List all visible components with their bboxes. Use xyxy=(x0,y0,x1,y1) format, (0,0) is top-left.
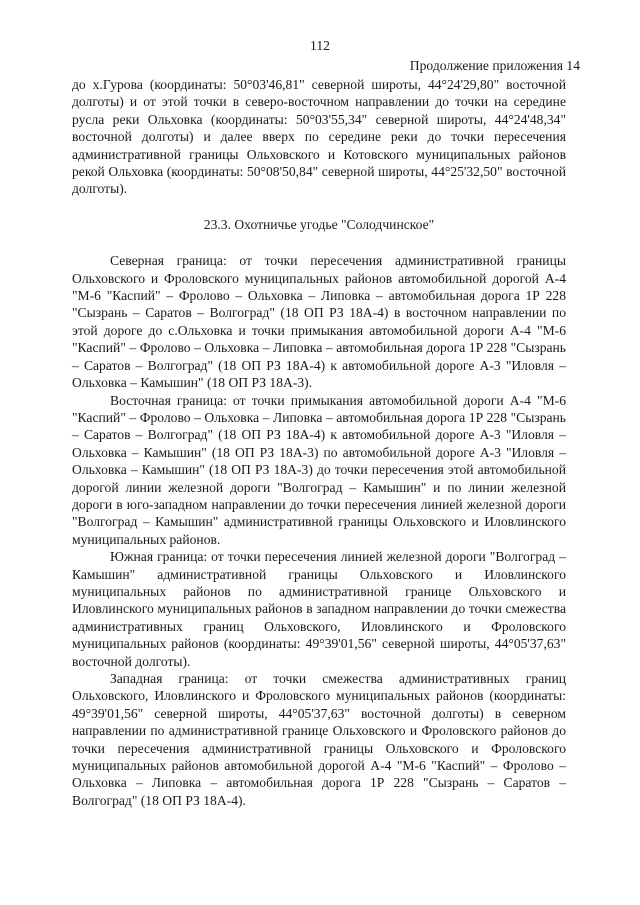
intro-paragraph: до х.Гурова (координаты: 50°03'46,81" северной широты, 44°24'29,80" восточной долготы) и от этой точки в северо-восточном направлении до точки на середине русла реки Ольховка (координаты: 50°03'55,34" северной широты, 44°24'48,34" восточной долготы) и далее вверх по середине реки до точки пересечения административной границы Ольховского и Котовского муниципальных районов рекой Ольховка (координаты: 50°08'50,84" северной широты, 44°25'32,50" восточной долготы). xyxy=(72,77,566,197)
east-border-paragraph: Восточная граница: от точки примыкания автомобильной дороги А-4 "М-6 "Каспий" – Фролово – Ольховка – Липовка – автомобильная дорога 1Р 228 "Сызрань – Саратов – Волгоград" (18 ОП РЗ 18А-4) к автомобильной дороге А-3 "Иловля – Ольховка – Камышин" (18 ОП РЗ 18А-3) по автомобильной дороге А-3 "Иловля – Ольховка – Камышин" (18 ОП РЗ 18А-3) до точки пересечения этой автомобильной дорогой линии железной дороги "Волгоград – Камышин" и по линии железной дороги в юго-западном направлении до точки пересечения линией железной дороги "Волгоград – Камышин" административной границы Ольховского и Иловлинского муниципальных районов. xyxy=(72,392,566,547)
section-heading: 23.3. Охотничье угодье "Солодчинское" xyxy=(203,216,435,232)
document-body xyxy=(72,76,566,809)
south-border-paragraph: Южная граница: от точки пересечения линией железной дороги "Волгоград – Камышин" административной границы Ольховского и Иловлинского муниципальных районов по административной границе Ольховского и Иловлинского муниципальных районов в западном направлении до точки смежества административных границ Ольховского, Иловлинского и Фроловского муниципальных районов (координаты: 49°39'01,56" северной широты, 44°05'37,63" восточной долготы). xyxy=(72,549,566,669)
north-border-paragraph: Северная граница: от точки пересечения административной границы Ольховского и Фроловского муниципальных районов автомобильной дорогой А-4 "М-6 "Каспий" – Фролово – Ольховка – Липовка – автомобильная дорога 1Р 228 "Сызрань – Саратов – Волгоград" (18 ОП РЗ 18А-4) в восточном направлении по этой дороге до с.Ольховка и точки примыкания автомобильной дороги А-4 "М-6 "Каспий" – Фролово – Ольховка – Липовка – автомобильная дорога 1Р 228 "Сызрань – Саратов – Волгоград" (18 ОП РЗ 18А-4) к автомобильной дороге А-3 "Иловля – Ольховка – Камышин" (18 ОП РЗ 18А-3). xyxy=(72,253,566,391)
west-border-paragraph: Западная граница: от точки смежества административных границ Ольховского, Иловлинского и Фроловского муниципальных районов (координаты: 49°39'01,56" северной широты, 44°05'37,63" восточной долготы) в северном направлении по административной границе Ольховского и Фроловского районов до точки пересечения административной границы Ольховского и Фроловского муниципальных районов автомобильной дорогой А-4 "М-6 "Каспий" – Фролово – Ольховка – Липовка – автомобильная дорога 1Р 228 "Сызрань – Саратов – Волгоград" (18 ОП РЗ 18А-4). xyxy=(72,671,566,808)
appendix-continuation-note: Продолжение приложения 14 xyxy=(409,58,580,73)
page-number: 112 xyxy=(310,38,330,53)
